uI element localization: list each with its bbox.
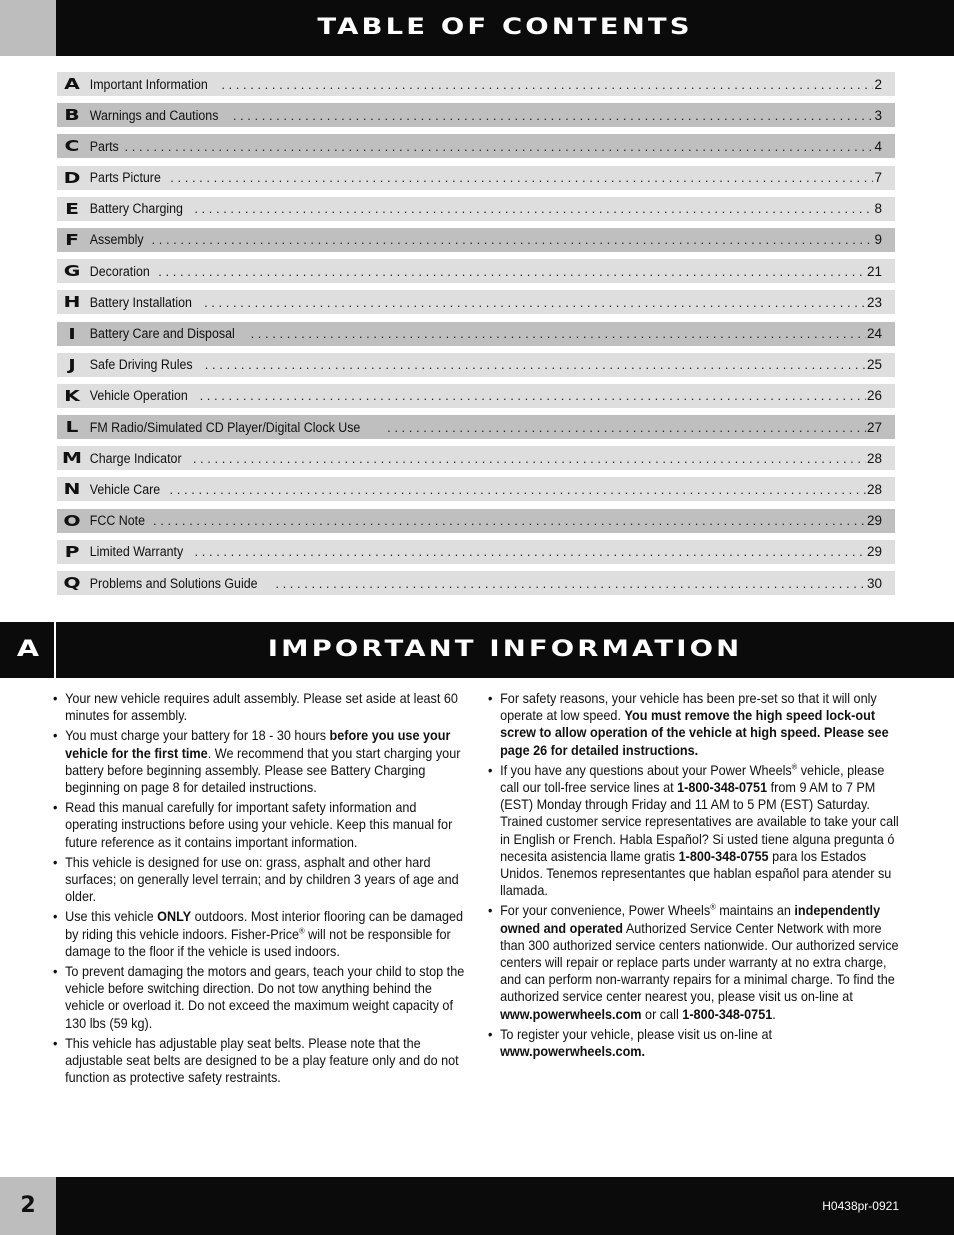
toc-entry[interactable] [57,259,895,283]
toc-entry-letter: D [63,168,81,187]
info-bullet: • Your new vehicle requires adult assembly. Please set aside at least 60 minutes for assembly. [53,691,458,724]
info-bullet: • You must charge your battery for 18 - 30 hours before you use your vehicle for the first time. We recommend that you start charging your battery before beginning assembly. Please see Battery Charging beginning on page 8 for detailed instructions. [53,728,461,796]
info-bullet: • Use this vehicle ONLY outdoors. Most interior flooring can be damaged by riding this vehicle indoors. Fisher-Price® will not be responsible for damage to the floor if the vehicle is used indoors. [53,909,464,959]
info-bullet: • For safety reasons, your vehicle has been pre-set so that it will only operate at low speed. You must remove the high speed lock-out screw to allow operation of the vehicle at high speed. Please see page 26 for detailed instructions. [488,691,889,758]
toc-entry-leader [152,232,874,247]
toc-entry[interactable] [57,509,895,533]
toc-entry-page: 23 [866,294,882,310]
bullet-text: will not be responsible for damage to the floor if the vehicle is used indoors. [65,926,451,959]
bullet-text: Use this vehicle [65,909,158,925]
toc-entry-title: Limited Warranty [89,544,184,560]
toc-entry-page: 7 [874,170,882,186]
info-bullet: • For your convenience, Power Wheels® maintains an independently owned and operated Authorized Service Center Network with more than 300 authorized service centers nationwide. Our authorized service centers will repair or replace parts under warranty at no extra charge, and can perform non-warranty repairs for a minimal charge. To find the authorized service center nearest you, please visit us on-line at www.powerwheels.com or call 1-800-348-0751. [488,902,899,1022]
toc-entry[interactable] [57,477,895,501]
toc-entry-letter: H [63,293,81,312]
toc-entry-page: 30 [866,575,882,591]
toc-entry-letter: M [61,449,83,468]
registered-mark: ® [791,762,798,772]
info-bullet: • To register your vehicle, please visit us on-line at www.powerwheels.com. [488,1026,773,1060]
toc-entry-leader [204,295,866,310]
toc-entry-letter: O [63,511,81,530]
toc-entry-title: Parts [89,138,119,154]
info-bullet: • This vehicle is designed for use on: grass, asphalt and other hard surfaces; on generally level terrain; and by children 3 years of age and older. [53,854,459,905]
bullet-text: Your new vehicle requires adult assembly. Please set aside at least 60 minutes for assembly. [65,691,458,724]
toc-entry[interactable] [57,384,895,408]
toc-entry-letter: I [68,324,76,343]
info-bullet: • This vehicle has adjustable play seat belts. Please note that the adjustable seat belts are designed to be a play feature only and do not function as protective safety restraints. [53,1035,459,1086]
bullet-text: To register your vehicle, please visit us on-line at [500,1026,773,1042]
toc-title: TABLE OF CONTENTS [317,15,693,40]
toc-entry[interactable] [57,197,895,221]
toc-entry-title: Vehicle Care [89,481,161,497]
toc-entry-title: Problems and Solutions Guide [89,575,258,591]
toc-entry-title: FM Radio/Simulated CD Player/Digital Clock Use [89,419,361,435]
toc-entry-page: 28 [866,481,882,497]
toc-entry-title: Battery Care and Disposal [89,326,235,341]
toc-entry[interactable] [57,540,895,564]
bullet-emphasis: before you use your vehicle for the first time [65,728,451,761]
toc-entry-leader [170,170,873,185]
toc-entry-page: 29 [866,513,882,529]
toc-entry-page: 4 [874,138,882,154]
info-bullet: • If you have any questions about your Power Wheels® vehicle, please call our toll-free service lines at 1-800-348-0751 from 9 AM to 7 PM (EST) Monday through Friday and 11 AM to 5 PM (EST) Saturday. Trained customer service representatives are available to take your call in English or French. Habla Español? Si usted tiene alguna pregunta ó necesita asistencia llame gratis 1-800-348-0755 para los Estados Unidos. Tenemos representantes que hablan español para atender su llamada. [488,762,899,899]
toc-entry-letter: P [64,542,80,561]
registered-mark: ® [710,902,716,912]
toc-entry-leader [233,108,874,123]
bullet-text: If you have any questions about your Power Wheels [500,762,792,778]
toc-entry-title: Parts Picture [89,170,161,186]
bullet-text: vehicle, please call our toll-free service lines at [500,762,885,796]
toc-entry-page: 3 [874,107,882,123]
toc-entry-page: 24 [866,326,882,341]
footer-band [56,1177,954,1235]
toc-entry-title: Decoration [89,263,150,279]
toc-entry-letter: B [64,106,80,125]
toc-entry-letter: C [64,137,80,156]
info-bullet: • To prevent damaging the motors and gears, teach your child to stop the vehicle before switching direction. Do not tow anything behind the vehicle or overload it. Do not exceed the maximum weight capacity of 130 lbs (59 kg). [53,964,465,1031]
toc-entry-page: 28 [866,450,882,466]
toc-entry-leader [194,201,873,216]
toc-entry[interactable] [57,72,895,96]
bullet-text: Authorized Service Center Network with more than 300 authorized service centers nationwide. Our authorized service centers will repair or replace parts under warranty at no extra charge, and can perform non-warranty repairs for a minimal charge. To find the authorized service center nearest you, please visit us on-line at [500,920,899,1005]
bullet-text: from 9 AM to 7 PM (EST) Monday through Friday and 11 AM to 5 PM (EST) Saturday. Trained customer service representatives are available to take your call in English or French. Habla Español? Si usted tiene alguna pregunta ó necesita asistencia llame gratis [500,780,899,864]
toc-entry-leader [205,357,866,372]
toc-entry-leader [275,576,866,591]
bullet-text: This vehicle has adjustable play seat belts. Please note that the adjustable seat belts are designed to be a play feature only and do not function as protective safety restraints. [65,1035,459,1086]
toc-entry-letter: A [64,75,80,93]
toc-entry[interactable] [57,290,895,314]
bullet-text: For your convenience, Power Wheels [500,903,711,919]
document-code: H0438pr-0921 [822,1199,899,1213]
info-bullet: • Read this manual carefully for important safety information and operating instructions before using your vehicle. Keep this manual for future reference as it contains important information. [53,800,453,850]
toc-entry[interactable] [57,446,895,470]
toc-entry-leader [158,264,866,279]
bullet-text: . We recommend that you start charging your battery before beginning assembly. Please see Battery Charging beginning on page 8 for detailed instructions. [65,745,461,796]
website-link[interactable]: www.powerwheels.com [500,1006,642,1022]
toc-entry-letter: K [64,386,80,405]
toc-entry[interactable] [57,228,895,252]
phone-number: 1-800-348-0751 [682,1006,773,1022]
toc-entry-leader [221,77,873,92]
toc-entry-leader [193,451,866,466]
bullet-text: For safety reasons, your vehicle has been pre-set so that it will only operate at low speed. [500,691,877,724]
toc-entry-page: 8 [874,201,882,217]
toc-entry-page: 2 [874,76,882,92]
toc-entry[interactable] [57,103,895,127]
toc-entry-title: Warnings and Cautions [89,107,219,123]
bullet-text: Read this manual carefully for important safety information and operating instructions before using your vehicle. Keep this manual for future reference as it contains important information. [65,800,453,850]
page-number: 2 [0,1177,56,1235]
toc-entry-title: Charge Indicator [89,450,182,466]
important-info-title: IMPORTANT INFORMATION [267,637,743,662]
toc-entry-page: 9 [874,232,882,248]
toc-entry-page: 21 [866,263,882,279]
toc-entry-page: 25 [866,357,882,373]
registered-mark: ® [299,926,305,936]
toc-list [57,72,895,602]
toc-entry-page: 27 [866,419,882,435]
bullet-text: To prevent damaging the motors and gears, teach your child to stop the vehicle before switching direction. Do not tow anything behind the vehicle or overload it. Do not exceed the maximum weight capacity of 130 lbs (59 kg). [65,964,465,1031]
toc-entry-title: Important Information [89,76,208,92]
bullet-text: . [772,1006,776,1022]
toc-entry-letter: N [63,480,81,499]
toc-entry[interactable] [57,134,895,158]
toc-entry-leader [251,326,866,341]
toc-entry-title: Safe Driving Rules [89,357,193,373]
page-footer [0,1177,954,1235]
toc-entry-leader [387,420,866,435]
toc-entry-page: 26 [866,388,882,404]
toc-entry[interactable] [57,166,895,190]
toc-entry[interactable] [57,322,895,346]
info-column-right [488,690,904,1063]
bullet-emphasis: You must remove the high speed lock-out screw to allow operation of the vehicle at high speed. Please see page 26 for detailed instructions. [500,708,889,758]
phone-number: 1-800-348-0755 [678,848,769,864]
bullet-text: maintains an [715,903,795,919]
toc-header [0,0,954,56]
toc-entry-page: 29 [866,544,882,560]
bullet-text: para los Estados Unidos. Tenemos representantes que hablan español para atender su llamada. [500,848,892,899]
section-letter: A [16,637,40,662]
toc-entry-title: Assembly [89,232,144,248]
toc-entry[interactable] [57,353,895,377]
bullet-text: You must charge your battery for 18 - 30 hours [65,728,330,744]
toc-entry-title: Vehicle Operation [89,388,188,404]
important-info-header [0,622,954,678]
toc-entry-letter: G [63,262,81,281]
toc-entry-title: Battery Charging [89,201,183,217]
bullet-text: outdoors. Most interior flooring can be damaged by riding this vehicle indoors. Fisher-Price [65,909,464,942]
bullet-text: or call [641,1006,683,1022]
toc-entry-letter: J [68,355,76,374]
bullet-text: This vehicle is designed for use on: grass, asphalt and other hard surfaces; on generally level terrain; and by children 3 years of age and older. [65,854,459,905]
toc-entry-title: Battery Installation [89,294,192,310]
toc-entry-leader [170,482,866,497]
info-column-left [53,690,467,1089]
toc-entry-letter: L [65,418,79,437]
toc-entry-leader [200,388,866,403]
phone-number: 1-800-348-0751 [677,780,768,796]
toc-entry-letter: E [65,199,79,218]
toc-entry-letter: Q [63,574,81,592]
toc-entry-leader [195,544,866,559]
toc-entry[interactable] [57,415,895,439]
toc-entry[interactable] [57,571,895,595]
toc-entry-leader [125,139,874,154]
bullet-emphasis: ONLY [157,909,192,925]
toc-entry-title: FCC Note [89,513,145,529]
toc-entry-letter: F [65,230,79,249]
bullet-emphasis: independently owned and operated [500,903,881,936]
toc-entry-leader [153,513,866,528]
website-link[interactable]: www.powerwheels.com. [500,1044,646,1060]
